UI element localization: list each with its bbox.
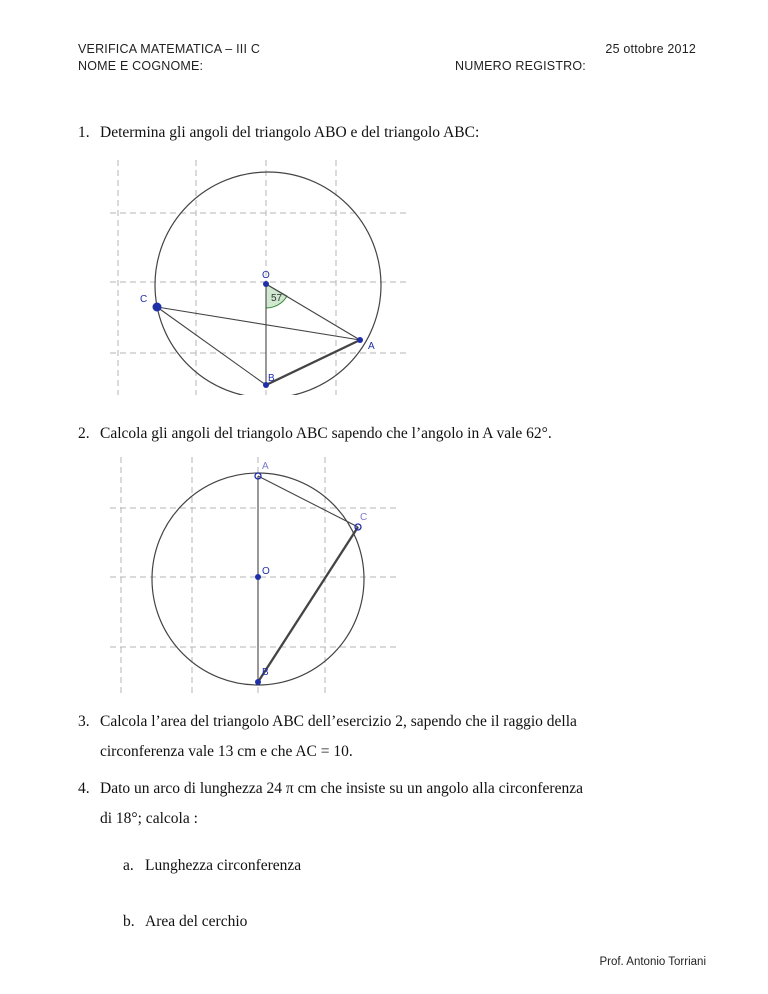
label-o: O	[262, 270, 270, 281]
question-text: Calcola gli angoli del triangolo ABC sapendo che l’angolo in A vale 62°.	[100, 425, 552, 442]
triangle-lines	[157, 284, 360, 385]
subitem-letter: a.	[123, 857, 134, 874]
question-text-line-2: circonferenza vale 13 cm e che AC = 10.	[100, 743, 353, 760]
point-c	[153, 303, 162, 312]
question-number: 1.	[78, 124, 90, 141]
point-a	[357, 337, 363, 343]
label-a: A	[368, 341, 375, 352]
question-1	[78, 118, 479, 148]
question-text-line-2: di 18°; calcola :	[100, 810, 198, 827]
figure-2-grid	[110, 457, 400, 694]
question-3	[78, 707, 577, 767]
triangle-lines	[258, 476, 358, 682]
question-text-line-1: Dato un arco di lunghezza 24 π cm che insiste su un angolo alla circonferenza	[100, 780, 583, 797]
question-number: 3.	[78, 713, 90, 730]
label-b: B	[268, 373, 275, 384]
author-footer: Prof. Antonio Torriani	[599, 956, 706, 968]
label-o: O	[262, 566, 270, 577]
subitem-text: Lunghezza circonferenza	[145, 857, 302, 874]
point-b	[255, 679, 261, 685]
angle-label: 57	[271, 293, 283, 304]
label-b: B	[262, 667, 269, 678]
question-text: Determina gli angoli del triangolo ABO e del triangolo ABC:	[100, 124, 480, 141]
name-label: NOME E COGNOME:	[78, 59, 204, 73]
question-2	[78, 419, 552, 449]
question-number: 2.	[78, 425, 90, 442]
register-label: NUMERO REGISTRO:	[455, 59, 586, 73]
question-text-line-1: Calcola l’area del triangolo ABC dell’esercizio 2, sapendo che il raggio della	[100, 713, 577, 730]
question-4	[78, 774, 583, 834]
label-a: A	[262, 461, 269, 472]
question-number: 4.	[78, 780, 90, 797]
point-o	[263, 281, 269, 287]
test-title: VERIFICA MATEMATICA – III C	[78, 42, 261, 56]
subitem-a	[123, 857, 301, 875]
segment-ab	[266, 340, 360, 385]
point-o	[255, 574, 261, 580]
label-c: C	[360, 512, 368, 523]
label-c: C	[140, 294, 148, 305]
subitem-letter: b.	[123, 913, 135, 930]
test-date: 25 ottobre 2012	[605, 42, 696, 56]
subitem-text: Area del cerchio	[145, 913, 248, 930]
figure-1	[110, 160, 420, 395]
segment-bc	[258, 527, 358, 682]
figure-2	[110, 457, 410, 694]
subitem-b	[123, 913, 247, 931]
